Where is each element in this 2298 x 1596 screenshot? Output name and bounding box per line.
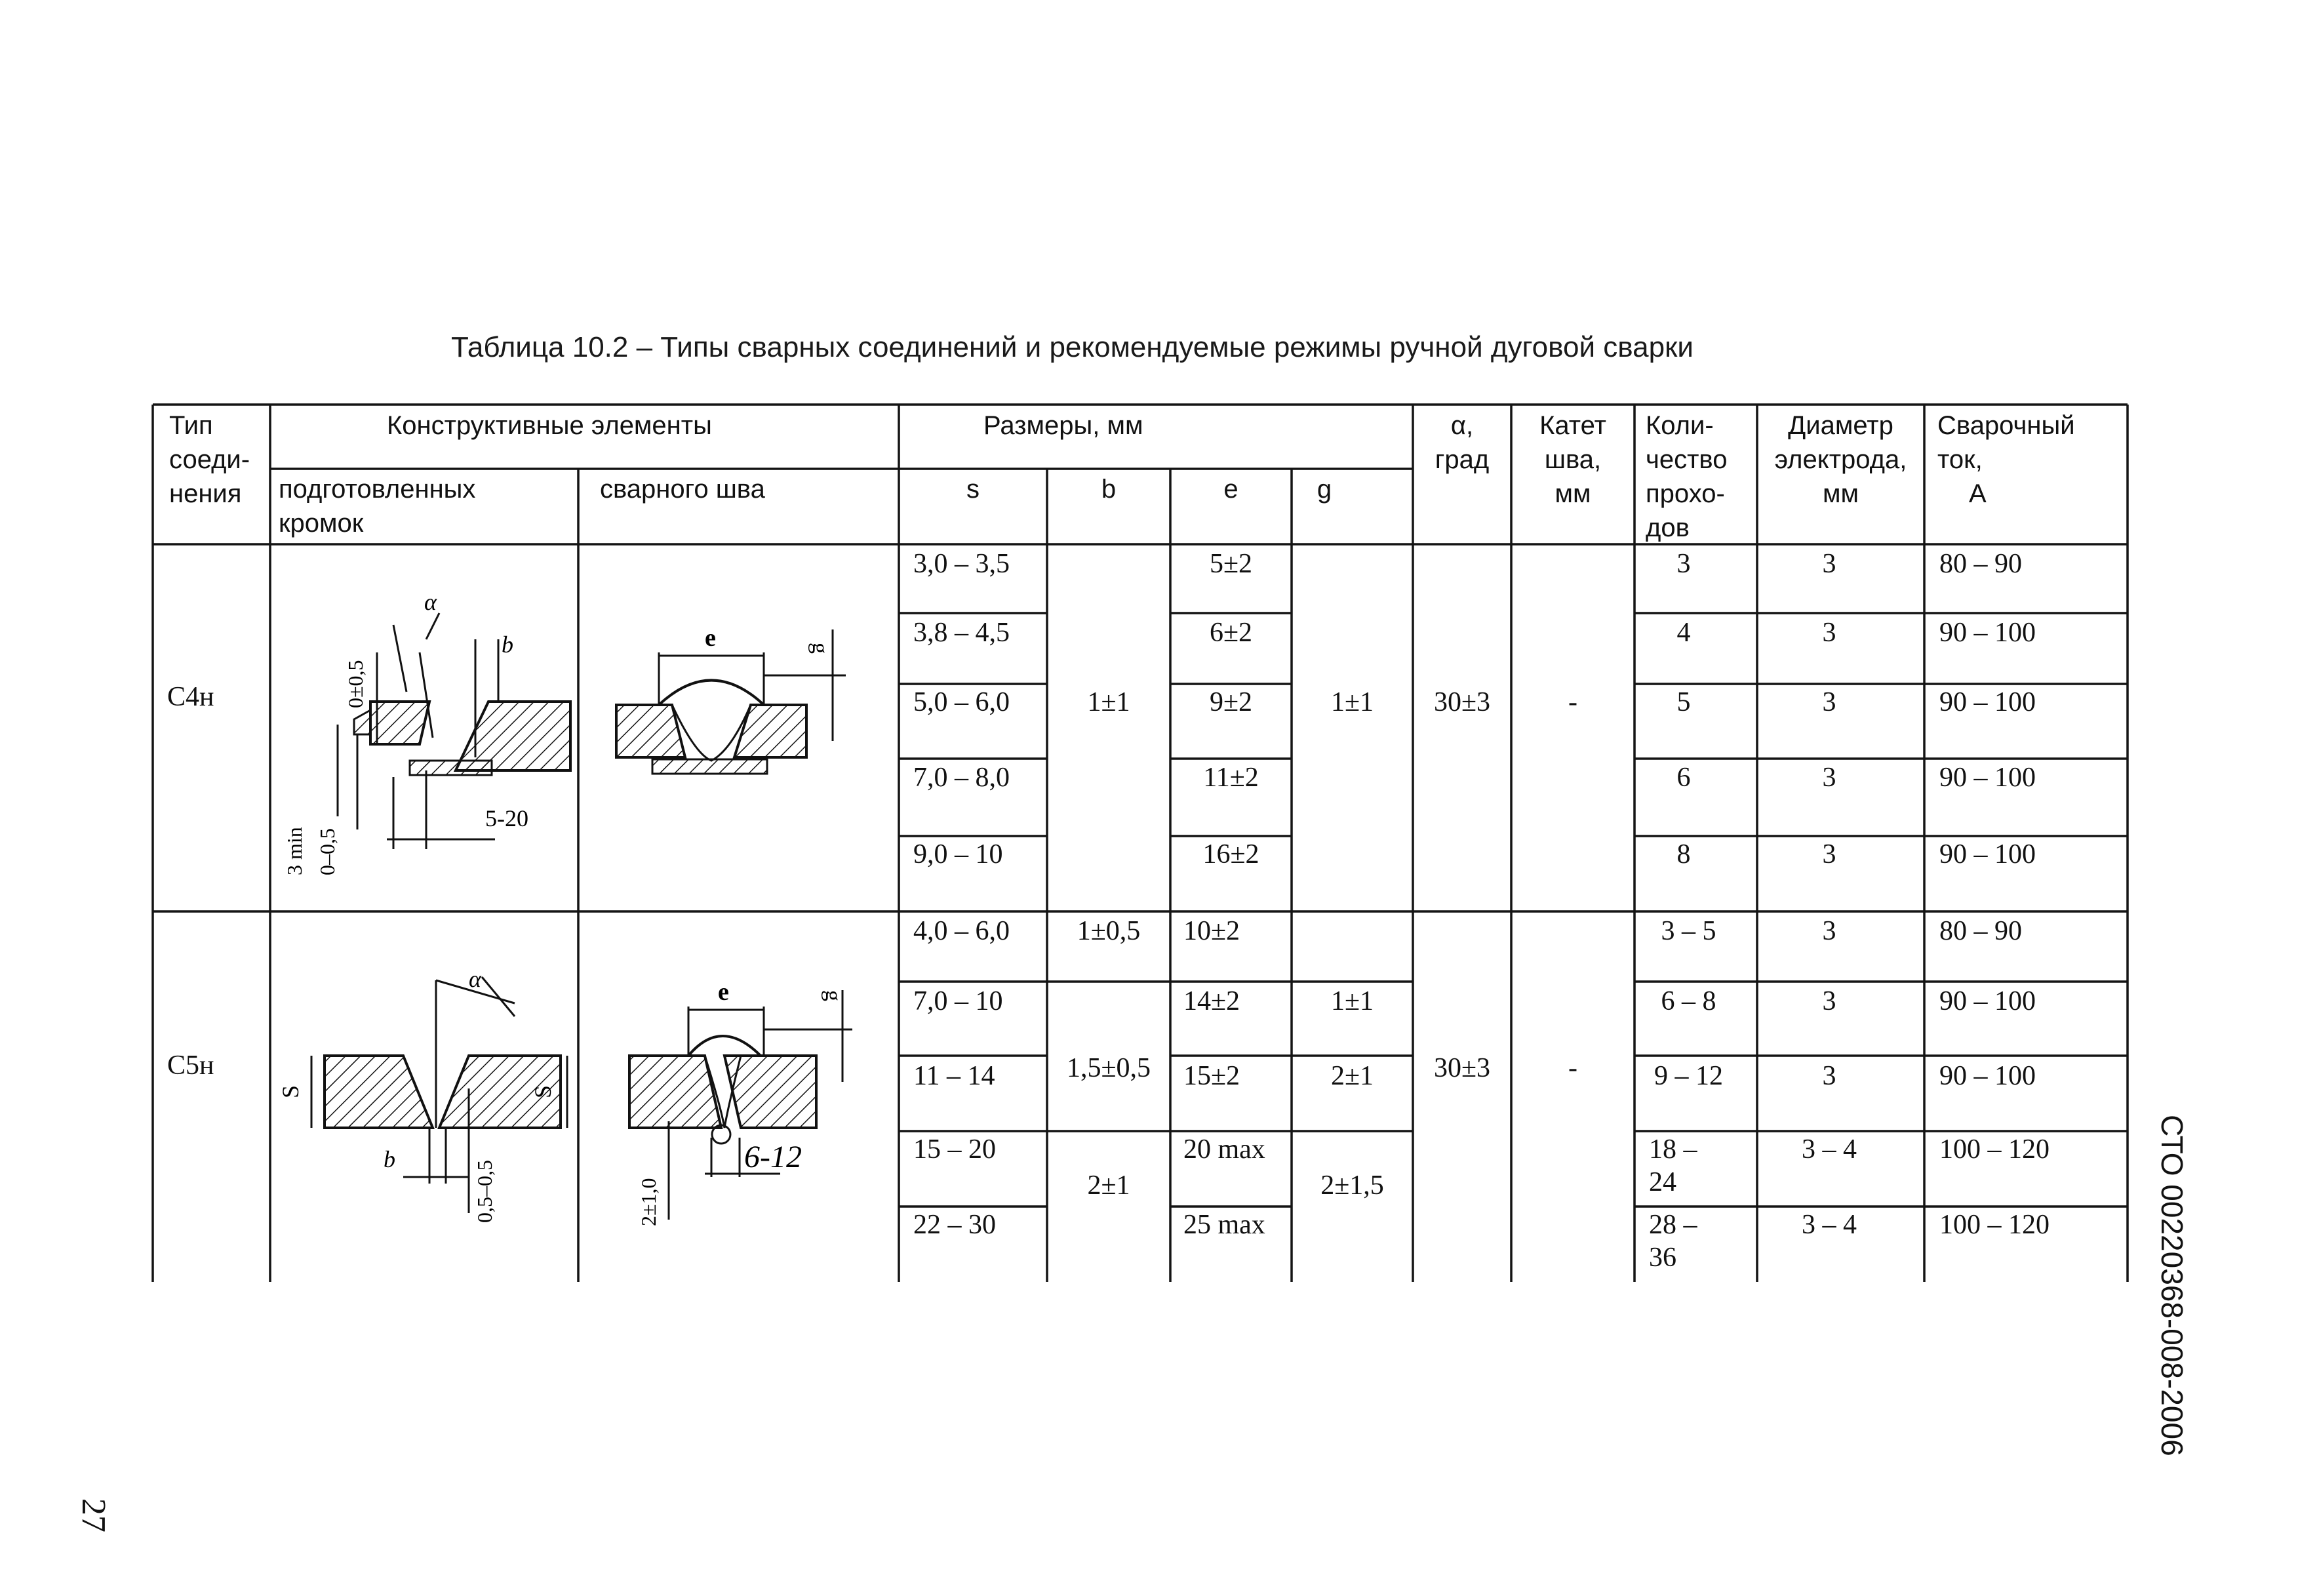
type-c5n: С5н <box>167 1050 214 1081</box>
g2-current-2: 90 – 100 <box>1939 986 2036 1016</box>
g1-s-3: 5,0 – 6,0 <box>913 687 1010 717</box>
c5n-weld-g-label: g <box>821 990 845 1001</box>
g1-e-2: 6±2 <box>1209 618 1253 648</box>
g2-passes-2: 6 – 8 <box>1661 986 1716 1016</box>
c5n-s-left-label: S <box>277 1085 304 1098</box>
g2-current-1: 80 – 90 <box>1939 916 2022 946</box>
g2-e-3: 15±2 <box>1183 1061 1240 1091</box>
c4n-overlap-label: 5-20 <box>485 805 528 831</box>
g1-s-2: 3,8 – 4,5 <box>913 618 1010 648</box>
g2-passes-4: 18 – 24 <box>1649 1134 1697 1197</box>
c5n-weld-w-label: 6-12 <box>744 1140 802 1174</box>
g1-current-2: 90 – 100 <box>1939 618 2036 648</box>
c4n-alpha-label: α <box>424 589 437 615</box>
c5n-prepared-edges-drawing <box>272 951 577 1239</box>
g2-diam-2: 3 <box>1822 986 1836 1016</box>
c4n-weld-e-label: e <box>705 624 716 652</box>
g2-diam-1: 3 <box>1822 916 1836 946</box>
g1-b: 1±1 <box>1087 687 1130 717</box>
g1-e-5: 16±2 <box>1202 839 1259 869</box>
g2-e-1: 10±2 <box>1183 916 1240 946</box>
g2-diam-5: 3 – 4 <box>1802 1210 1857 1240</box>
g1-passes-2: 4 <box>1676 618 1691 648</box>
header-passes: Коли- чество прохо- дов <box>1646 411 1728 542</box>
g2-passes-1: 3 – 5 <box>1661 916 1716 946</box>
header-type: Тип соеди- нения <box>169 411 250 508</box>
g1-e-4: 11±2 <box>1203 763 1259 793</box>
document-id: СТО 00220368-008-2006 <box>2155 1115 2189 1456</box>
g1-diam-3: 3 <box>1822 687 1836 717</box>
c5n-root-label: 0,5–0,5 <box>473 1160 496 1223</box>
g2-diam-4: 3 – 4 <box>1802 1134 1857 1165</box>
header-e: e <box>1223 475 1238 504</box>
c4n-b-label: b <box>502 631 513 658</box>
page-number: 27 <box>75 1498 112 1532</box>
c5n-s-right-label: S <box>530 1085 556 1098</box>
c4n-weld-drawing <box>590 590 872 807</box>
c4n-weld-g-label: g <box>808 643 832 654</box>
g1-s-1: 3,0 – 3,5 <box>913 549 1010 579</box>
g1-diam-5: 3 <box>1822 839 1836 869</box>
g1-passes-3: 5 <box>1676 687 1691 717</box>
g1-s-5: 9,0 – 10 <box>913 839 1003 869</box>
g1-leg: - <box>1568 687 1577 717</box>
header-construct: Конструктивные элементы <box>387 411 712 440</box>
c5n-weld-h-label: 2±1,0 <box>637 1178 660 1226</box>
g1-alpha: 30±3 <box>1433 687 1491 717</box>
g2-current-3: 90 – 100 <box>1939 1061 2036 1091</box>
g2-b-2: 1,5±0,5 <box>1066 1053 1151 1083</box>
header-s: s <box>966 475 980 504</box>
g1-g: 1±1 <box>1330 687 1374 717</box>
g2-diam-3: 3 <box>1822 1061 1836 1091</box>
c4n-min-label: 3 min <box>283 827 306 875</box>
g2-s-5: 22 – 30 <box>913 1210 996 1240</box>
type-c4n: С4н <box>167 682 214 712</box>
g1-current-4: 90 – 100 <box>1939 763 2036 793</box>
header-b: b <box>1101 475 1117 504</box>
g2-alpha: 30±3 <box>1433 1053 1491 1083</box>
header-diameter: Диаметр электрода, мм <box>1774 411 1907 508</box>
g2-s-2: 7,0 – 10 <box>913 986 1003 1016</box>
header-current: Сварочный ток, А <box>1937 411 2075 508</box>
g2-current-4: 100 – 120 <box>1939 1134 2050 1165</box>
g2-g-2: 2±1 <box>1330 1061 1374 1091</box>
g1-diam-1: 3 <box>1822 549 1836 579</box>
c5n-b-label: b <box>384 1146 395 1172</box>
c5n-alpha-label: α <box>469 966 481 992</box>
g2-e-2: 14±2 <box>1183 986 1240 1016</box>
g2-b-1: 1±0,5 <box>1077 916 1141 946</box>
g1-current-3: 90 – 100 <box>1939 687 2036 717</box>
g2-e-5: 25 max <box>1183 1210 1265 1240</box>
g2-e-4: 20 max <box>1183 1134 1265 1165</box>
header-sizes: Размеры, мм <box>983 411 1143 440</box>
table-caption: Таблица 10.2 – Типы сварных соединений и рекомендуемые режимы ручной дуговой сварки <box>451 331 1694 363</box>
c4n-prepared-edges-drawing <box>272 548 577 909</box>
g2-passes-5: 28 – 36 <box>1649 1210 1697 1273</box>
g2-s-1: 4,0 – 6,0 <box>913 916 1010 946</box>
g2-g-1: 1±1 <box>1330 986 1374 1016</box>
header-g: g <box>1317 475 1332 504</box>
g1-current-1: 80 – 90 <box>1939 549 2022 579</box>
header-prepared: подготовленных кромок <box>279 475 476 538</box>
g2-leg: - <box>1568 1053 1577 1083</box>
c5n-weld-drawing <box>590 951 872 1239</box>
g2-s-4: 15 – 20 <box>913 1134 996 1165</box>
c5n-weld-e-label: e <box>718 978 729 1006</box>
header-leg: Катет шва, мм <box>1539 411 1606 508</box>
g1-diam-4: 3 <box>1822 763 1836 793</box>
g1-s-4: 7,0 – 8,0 <box>913 763 1010 793</box>
c4n-root-label: 0–0,5 <box>315 828 339 875</box>
g2-g-3: 2±1,5 <box>1320 1170 1384 1201</box>
g2-passes-3: 9 – 12 <box>1654 1061 1723 1091</box>
g1-passes-4: 6 <box>1676 763 1691 793</box>
g1-passes-1: 3 <box>1676 549 1691 579</box>
header-alpha: α, град <box>1435 411 1490 474</box>
g2-b-3: 2±1 <box>1087 1170 1130 1201</box>
g1-e-1: 5±2 <box>1209 549 1253 579</box>
g1-diam-2: 3 <box>1822 618 1836 648</box>
g1-current-5: 90 – 100 <box>1939 839 2036 869</box>
c4n-gap-label: 0±0,5 <box>344 660 367 708</box>
g1-e-3: 9±2 <box>1209 687 1253 717</box>
g1-passes-5: 8 <box>1676 839 1691 869</box>
g2-current-5: 100 – 120 <box>1939 1210 2050 1240</box>
header-weld: сварного шва <box>600 475 765 504</box>
g2-s-3: 11 – 14 <box>913 1061 995 1091</box>
